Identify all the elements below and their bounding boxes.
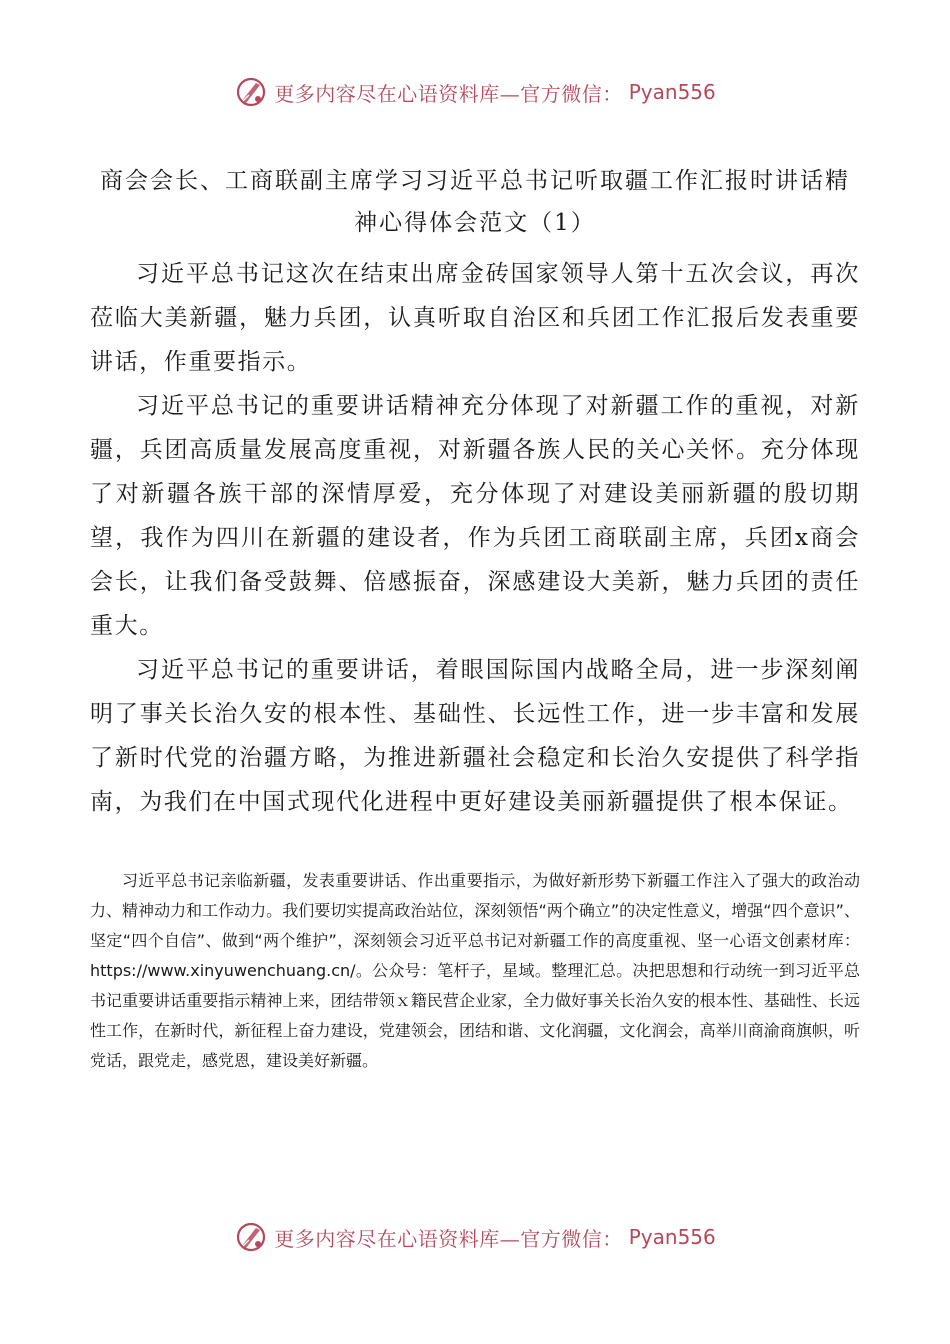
banner-content bbox=[234, 75, 716, 109]
document-title: 商会会长、工商联副主席学习习近平总书记听取疆工作汇报时讲话精神心得体会范文（1） bbox=[100, 168, 850, 236]
banner-text: 更多内容尽在心语资料库—官方微信： bbox=[274, 1226, 623, 1251]
banner-content bbox=[234, 1220, 716, 1254]
document-body bbox=[90, 252, 860, 824]
header-banner bbox=[0, 72, 950, 112]
small-paragraph: 习近平总书记亲临新疆，发表重要讲话、作出重要指示，为做好新形势下新疆工作注入了强大的政治动力、精神动力和工作动力。我们要切实提高政治站位，深刻领悟“两个确立”的决定性意义，增强“四个意识”、坚定“四个自信”、做到“两个维护”，深刻领会习近平总书记对新疆工作的高度重视、坚一心语文创素材库：https://www.xinyuwenchuang.cn/。公众号：笔杆子，星域。整理汇总。决把思想和行动统一到习近平总书记重要讲话重要指示精神上来，团结带领ｘ籍民营企业家，全力做好事关长治久安的根本性、基础性、长远性工作，在新时代，新征程上奋力建设，党建领会，团结和谐、文化润疆，文化润会，高举川商渝商旗帜，听党话，跟党走，感党恩，建设美好新疆。 bbox=[90, 871, 860, 1070]
footer-banner bbox=[0, 1217, 950, 1257]
quill-seal-icon bbox=[234, 1220, 268, 1254]
body-paragraph: 习近平总书记的重要讲话精神充分体现了对新疆工作的重视，对新疆，兵团高质量发展高度重视，对新疆各族人民的关心关怀。充分体现了对新疆各族干部的深情厚爱，充分体现了对建设美丽新疆的殷切期望，我作为四川在新疆的建设者，作为兵团工商联副主席，兵团x商会会长，让我们备受鼓舞、倍感振奋，深感建设大美新，魅力兵团的责任重大。 bbox=[90, 393, 860, 639]
banner-text: 更多内容尽在心语资料库—官方微信： bbox=[274, 81, 623, 106]
body-paragraph: 习近平总书记的重要讲话，着眼国际国内战略全局，进一步深刻阐明了事关长治久安的根本性、基础性、长远性工作，进一步丰富和发展了新时代党的治疆方略，为推进新疆社会稳定和长治久安提供了科学指南，为我们在中国式现代化进程中更好建设美丽新疆提供了根本保证。 bbox=[90, 657, 860, 815]
banner-wechat-id: Pyan556 bbox=[628, 1225, 716, 1249]
quill-seal-icon bbox=[234, 75, 268, 109]
body-paragraph: 习近平总书记这次在结束出席金砖国家领导人第十五次会议，再次莅临大美新疆，魅力兵团，认真听取自治区和兵团工作汇报后发表重要讲话，作重要指示。 bbox=[90, 261, 860, 375]
banner-wechat-id: Pyan556 bbox=[628, 80, 716, 104]
small-print-section bbox=[90, 866, 860, 1076]
